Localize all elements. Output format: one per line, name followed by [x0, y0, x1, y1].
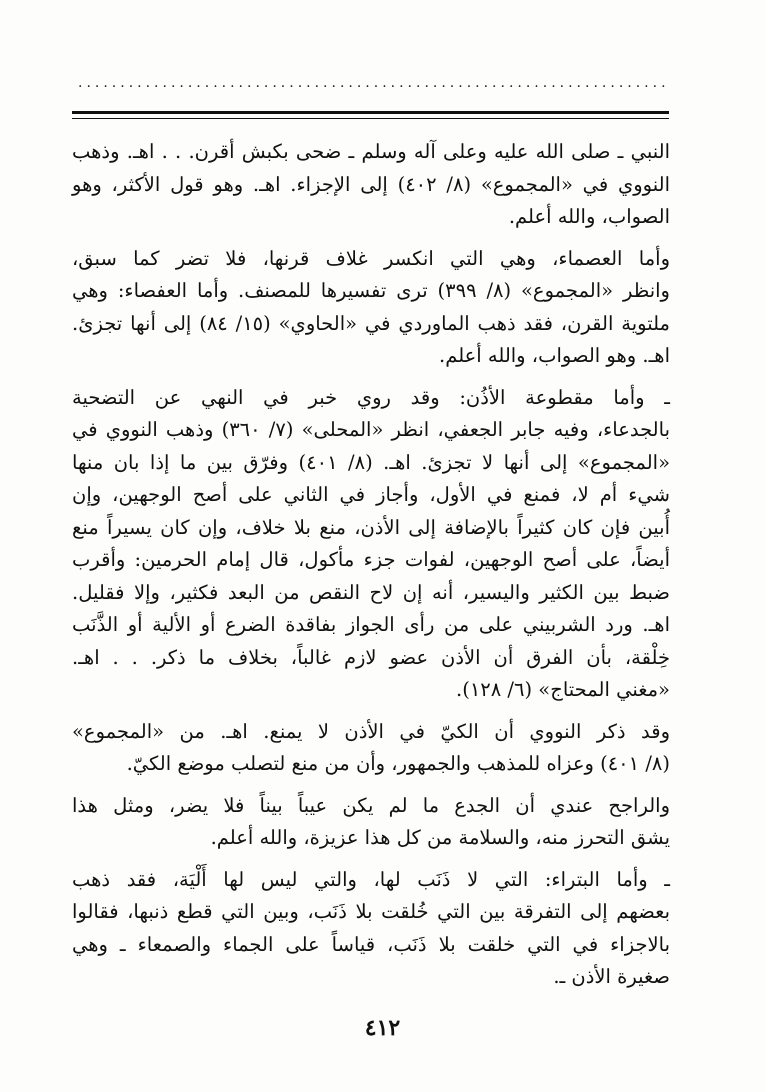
- header-rule-thin: [72, 118, 669, 119]
- dotted-header-rule: ......................................................................: [78, 75, 670, 91]
- text-line: والراجح عندي أن الجدع ما لم يكن عيباً بيناً فلا يضر، ومثل هذا: [72, 793, 670, 817]
- text-line: بعضهم إلى التفرقة بين التي خُلقت بلا ذَنَب، وبين التي قطع ذنبها، فقالوا: [72, 900, 670, 923]
- text-line: النووي في «المجموع» (٨/ ٤٠٢) إلى الإجزاء. اهـ. وهو قول الأكثر، وهو: [72, 172, 670, 196]
- text-line: ضبط بين الكثير واليسير، أنه إن لاح النقص من البعد فكثير، وإلا فقليل.: [72, 580, 670, 604]
- text-line: وانظر «المجموع» (٨/ ٣٩٩) ترى تفسيرها للمصنف. وأما العفصاء: وهي: [72, 279, 670, 302]
- text-line: «مغني المحتاج» (٦/ ١٢٨).: [456, 678, 670, 701]
- text-line: اهـ. ورد الشربيني على من رأى الجواز بفاقدة الضرع أو الألية أو الذَّنَب: [72, 613, 670, 636]
- text-line: صغيرة الأذن ـ.: [553, 965, 670, 988]
- body-text: [72, 136, 670, 1003]
- header-rule-thick: [72, 111, 669, 114]
- page-number: ٤١٢: [364, 1015, 401, 1041]
- text-line: شيء أم لا، فمنع في الأول، وأجاز في الثاني على أصح الوجهين، وإن: [72, 483, 670, 506]
- text-line: وقد ذكر النووي أن الكيّ في الأذن لا يمنع. اهـ. من «المجموع»: [72, 719, 670, 743]
- text-line: الصواب، والله أعلم.: [508, 205, 670, 228]
- text-line: وأما العصماء، وهي التي انكسر غلاف قرنها، فلا تضر كما سبق،: [72, 246, 670, 270]
- text-line: بالجدعاء، وفيه جابر الجعفي، انظر «المحلى» (٧/ ٣٦٠) وذهب النووي في: [72, 418, 670, 441]
- text-line: بالاجزاء في التي خلقت بلا ذَنَب، قياساً على الجماء والصمعاء ـ وهي: [72, 932, 670, 956]
- paragraph: [72, 382, 670, 707]
- paragraph: [72, 243, 670, 373]
- paragraph: [72, 790, 670, 855]
- paragraph: [72, 864, 670, 994]
- text-line: النبي ـ صلى الله عليه وعلى آله وسلم ـ ضحى بكبش أقرن. . . اهـ. وذهب: [72, 140, 670, 163]
- paragraph: [72, 716, 670, 781]
- text-line: «المجموع» إلى أنها لا تجزئ. اهـ. (٨/ ٤٠١) وفرّق بين ما إذا بان منها: [72, 450, 670, 474]
- text-line: يشق التحرز منه، والسلامة من كل هذا عزيزة، والله أعلم.: [210, 826, 670, 849]
- text-line: أُبين فإن كان كثيراً بالإضافة إلى الأذن، منع بلا خلاف، وإن كان يسيراً منع: [72, 515, 670, 539]
- text-line: اهـ. وهو الصواب، والله أعلم.: [439, 344, 670, 367]
- text-line: ـ وأما البتراء: التي لا ذَنَب لها، والتي ليس لها أَلْيَة، فقد ذهب: [72, 867, 670, 891]
- text-line: أيضاً، على أصح الوجهين، لفوات جزء مأكول، قال إمام الحرمين: وأقرب: [72, 548, 670, 571]
- paragraph: [72, 136, 670, 234]
- text-line: ملتوية القرن، فقد ذهب الماوردي في «الحاوي» (١٥/ ٨٤) إلى أنها تجزئ.: [72, 311, 670, 335]
- text-line: (٨/ ٤٠١) وعزاه للمذهب والجمهور، وأن من منع لتصلب موضع الكيّ.: [126, 752, 670, 775]
- text-line: خِلْقة، بأن الفرق أن الأذن عضو لازم غالباً، بخلاف ما ذكر. . . اهـ.: [72, 645, 670, 669]
- text-line: ـ وأما مقطوعة الأذُن: وقد روي خبر في النهي عن التضحية: [72, 385, 670, 409]
